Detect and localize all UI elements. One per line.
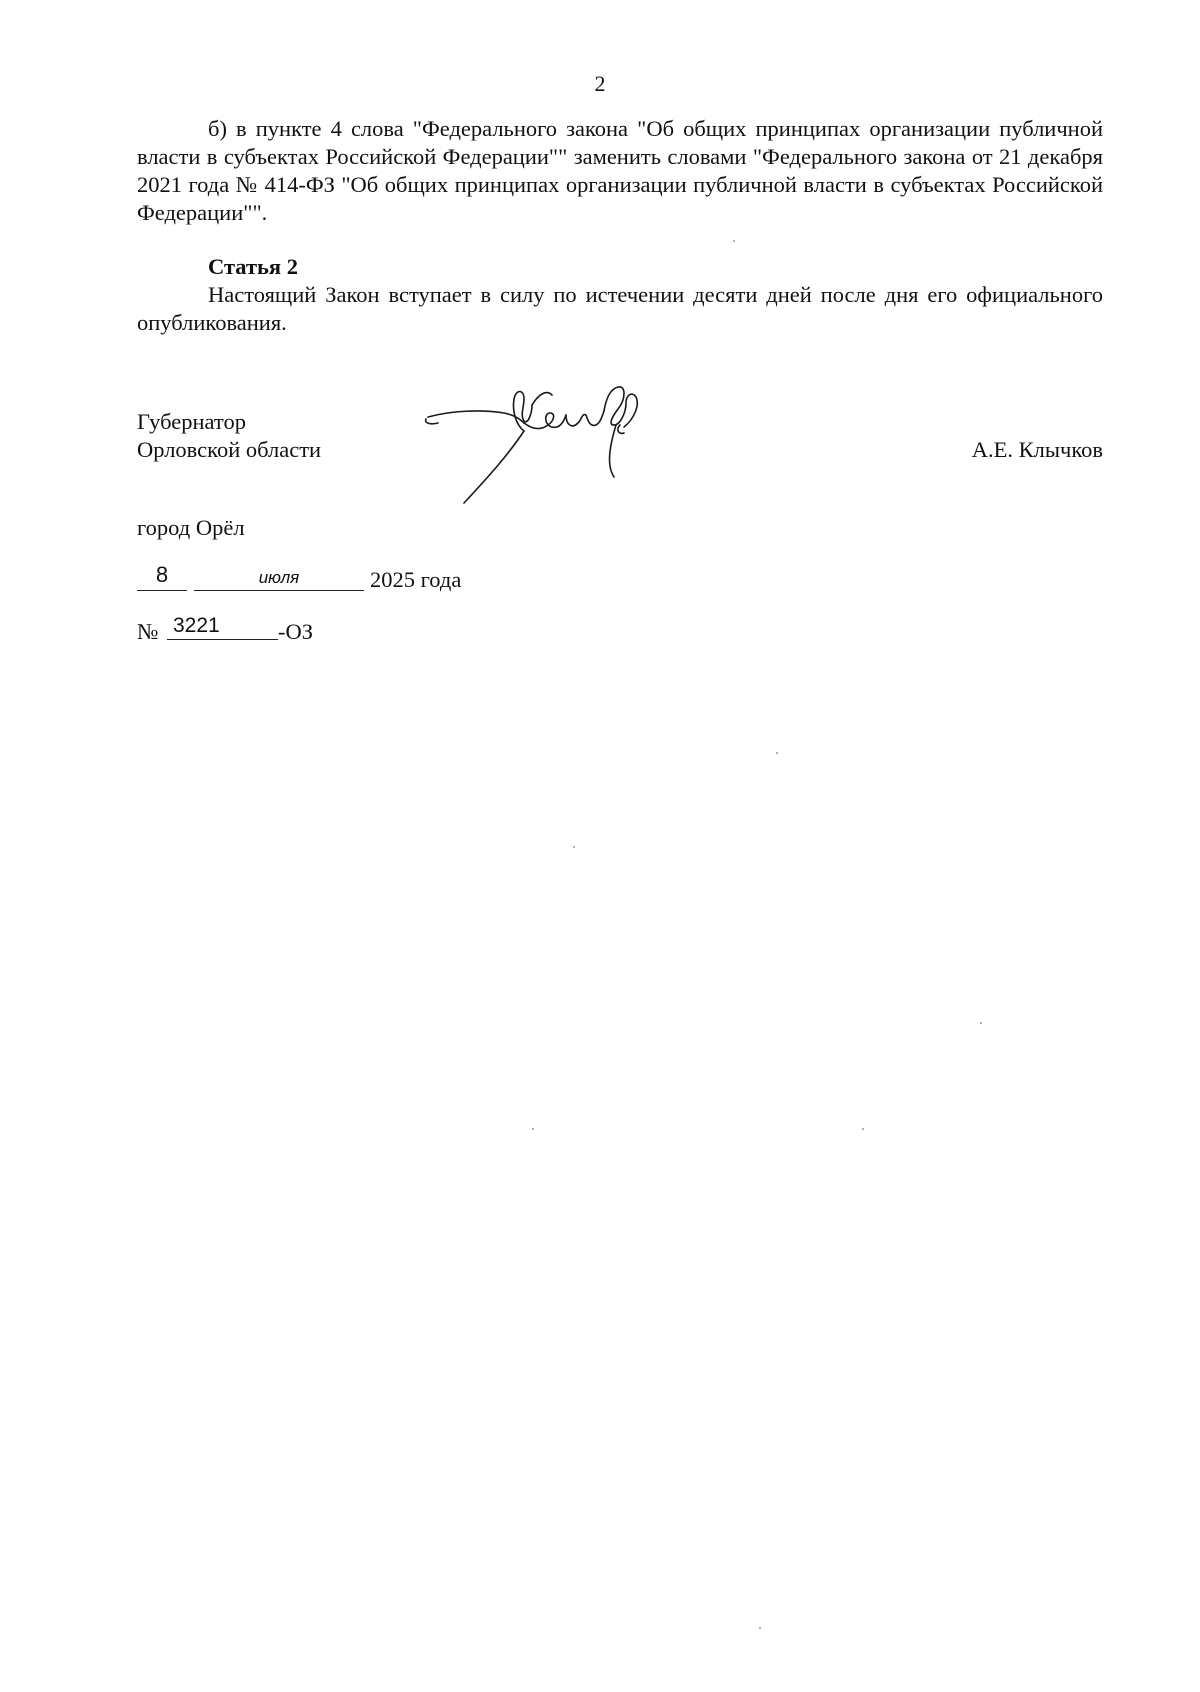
number-prefix: № [137,619,159,644]
page-number: 2 [594,71,606,96]
place: город Орёл [137,515,245,540]
scan-speck [573,846,575,848]
date-day: 8 [137,564,187,591]
date-year: 2025 года [370,567,462,592]
signer-name: А.Е. Клычков [971,437,1103,462]
signatory-position [137,408,321,464]
paragraph-b: б) в пункте 4 слова "Федерального закона "Об общих принципах организации публичной власти в субъектах Российской Федерации"" заменить словами "Федерального закона от 21 декабря 2021 года № 414-ФЗ "Об общих принципах организации публичной власти в субъектах Российской Федерации"". [137,116,1103,225]
position-line-2: Орловской области [137,437,322,462]
scan-speck [980,1022,982,1024]
scan-speck [759,1627,761,1629]
scan-speck [532,1128,534,1130]
scan-speck [776,752,778,754]
number-suffix: -ОЗ [278,619,314,644]
article-title: Статья 2 [208,254,298,279]
article-text: Настоящий Закон вступает в силу по истечении десяти дней после дня его официального опубликования. [137,282,1103,335]
number-value: 3221 [167,614,278,640]
scan-speck [862,1128,864,1130]
scan-speck [733,240,735,242]
signature-icon [420,385,680,505]
position-line-1: Губернатор [137,409,246,434]
date-month: июля [194,564,364,591]
